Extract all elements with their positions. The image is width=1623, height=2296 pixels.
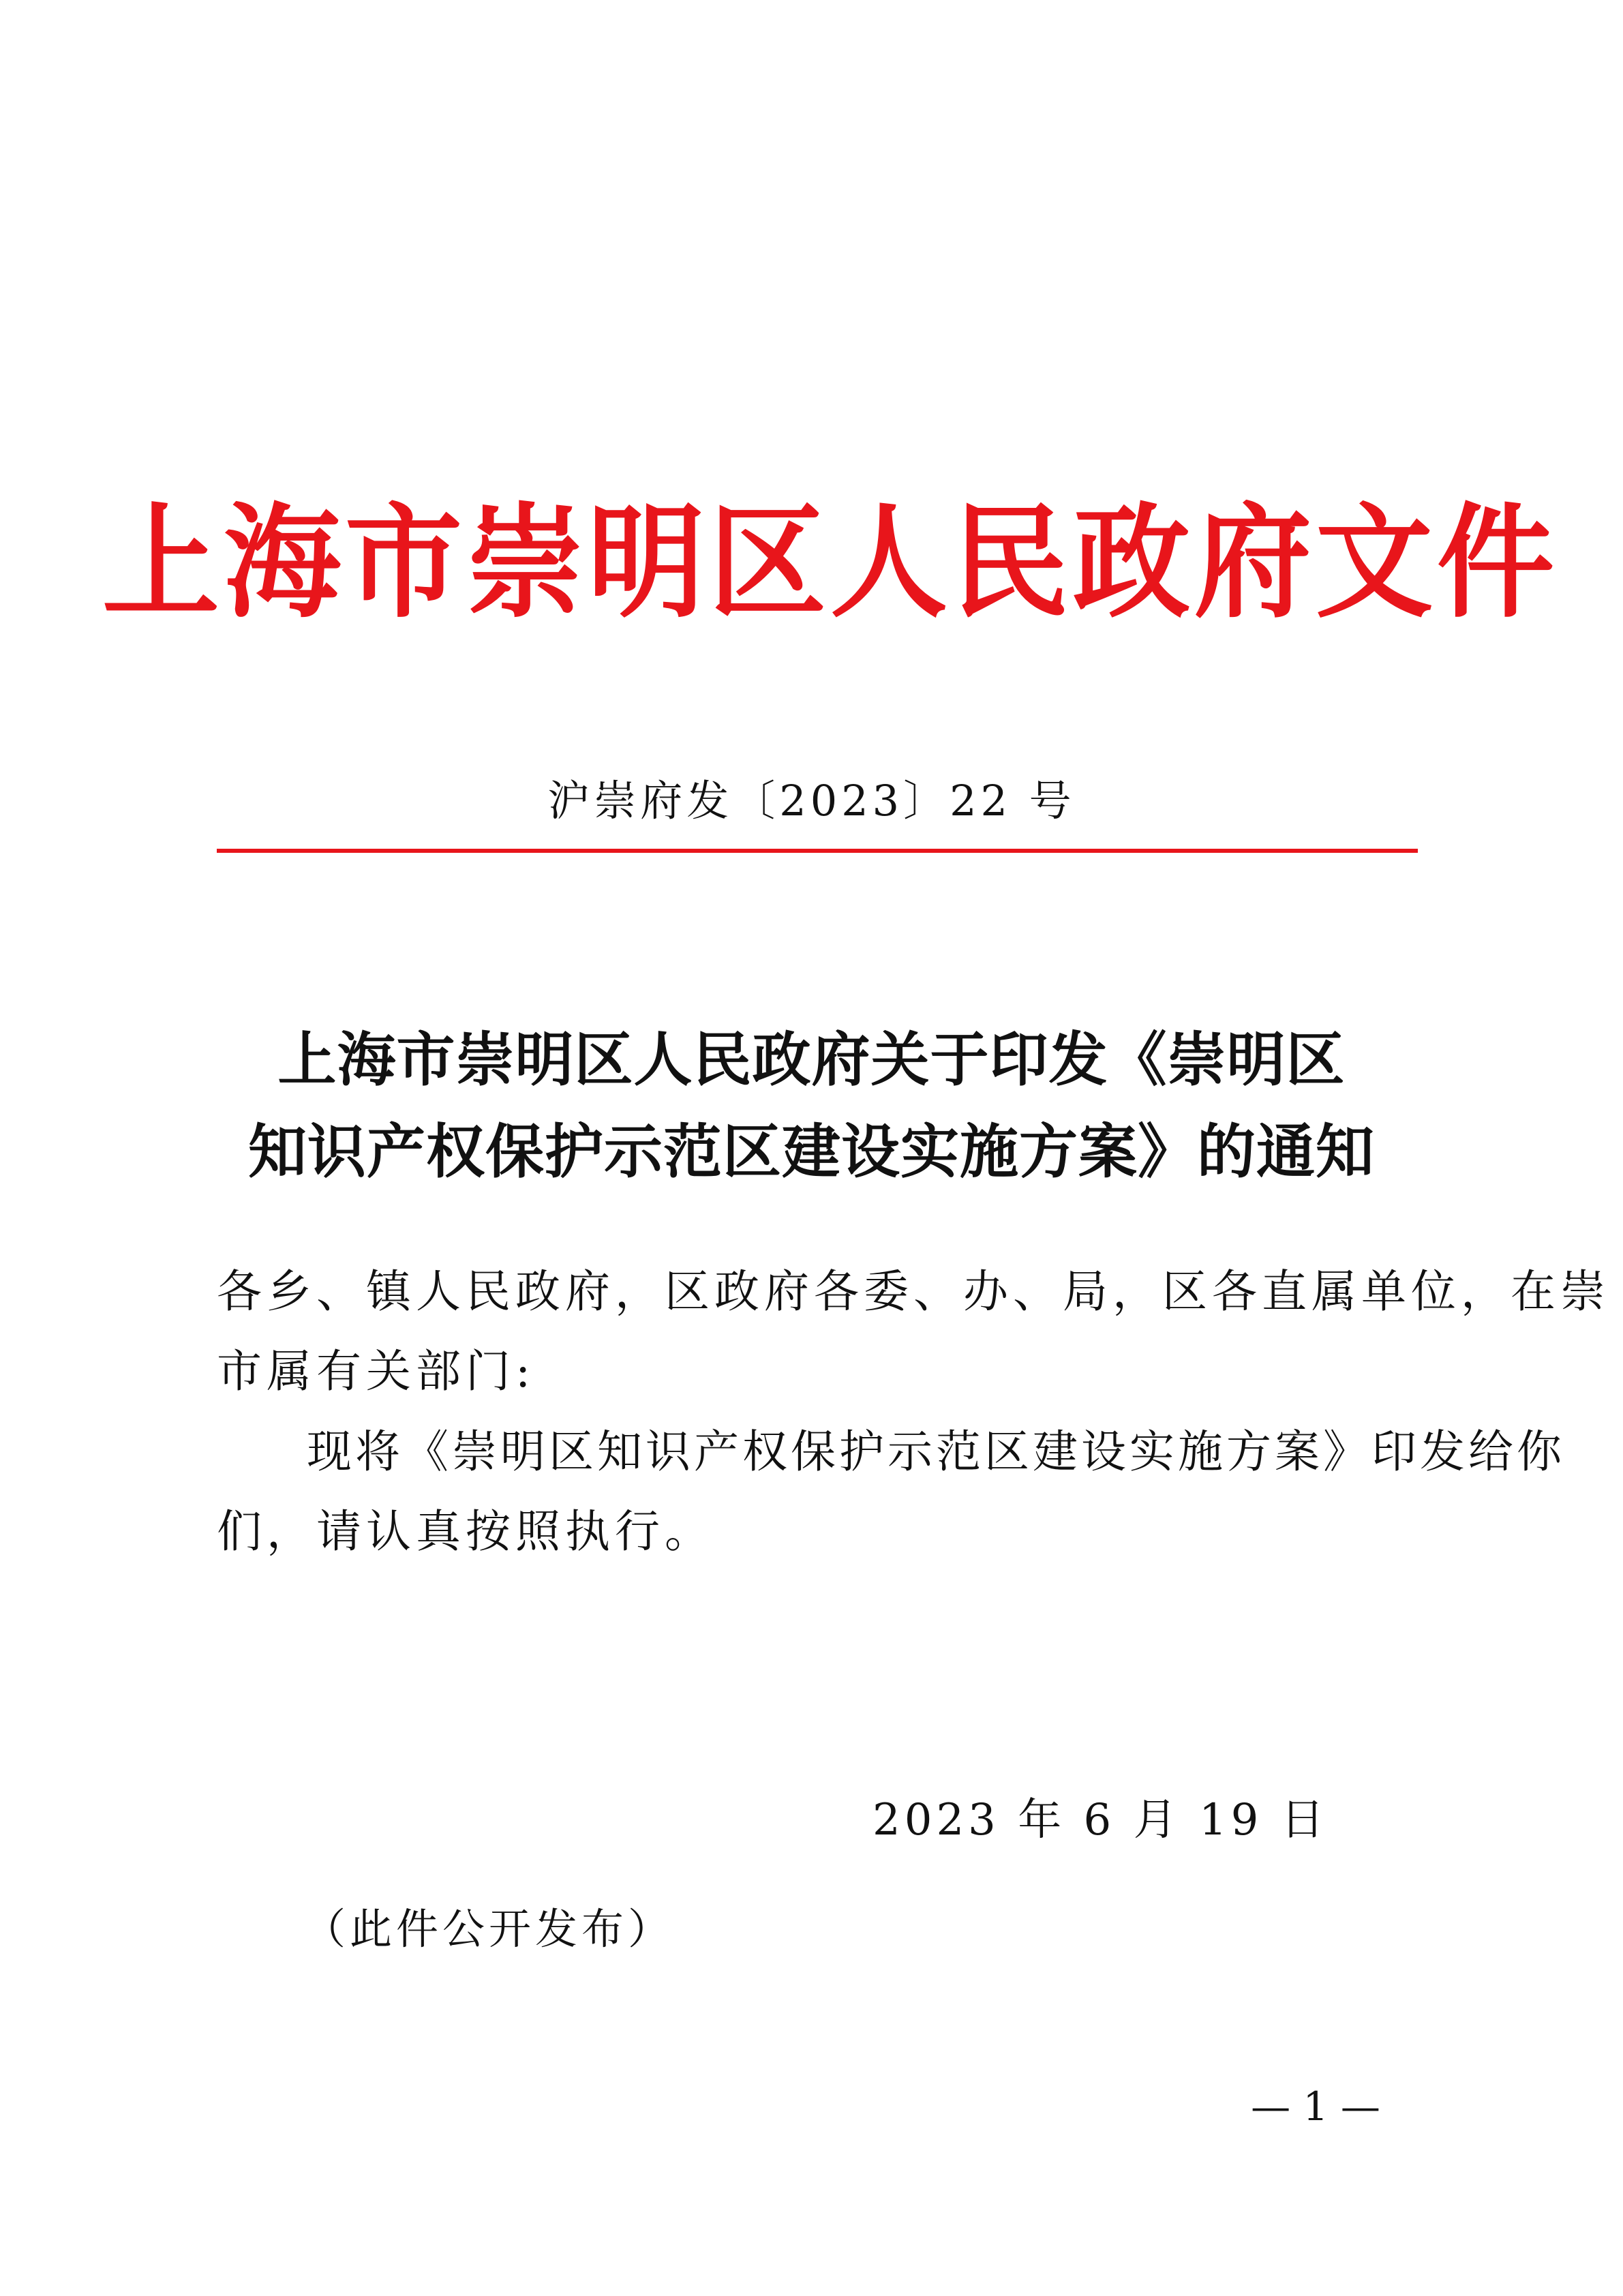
notice-title-line-2: 知识产权保护示范区建设实施方案》的通知 xyxy=(248,1117,1375,1186)
document-number: 沪崇府发〔2023〕22 号 xyxy=(547,776,1076,826)
addressee-line-1: 各乡、镇人民政府，区政府各委、办、局，区各直属单位，在崇 xyxy=(217,1265,1610,1318)
page-number: — 1 — xyxy=(1251,2083,1380,2130)
body-line-2: 们，请认真按照执行。 xyxy=(217,1505,714,1558)
body-line-1 xyxy=(217,1415,1565,1490)
document-header-title: 上海市崇明区人民政府文件 xyxy=(102,489,1558,635)
addressee-line-2: 市属有关部门: xyxy=(217,1345,536,1398)
notice-title-line-1: 上海市崇明区人民政府关于印发《崇明区 xyxy=(277,1025,1346,1094)
disclosure-note: （此件公开发布） xyxy=(303,1904,675,1954)
red-separator-rule xyxy=(217,849,1418,853)
body-line-1-text: 现将《崇明区知识产权保护示范区建设实施方案》印发给你 xyxy=(307,1425,1565,1478)
issue-date: 2023 年 6 月 19 日 xyxy=(873,1795,1329,1845)
